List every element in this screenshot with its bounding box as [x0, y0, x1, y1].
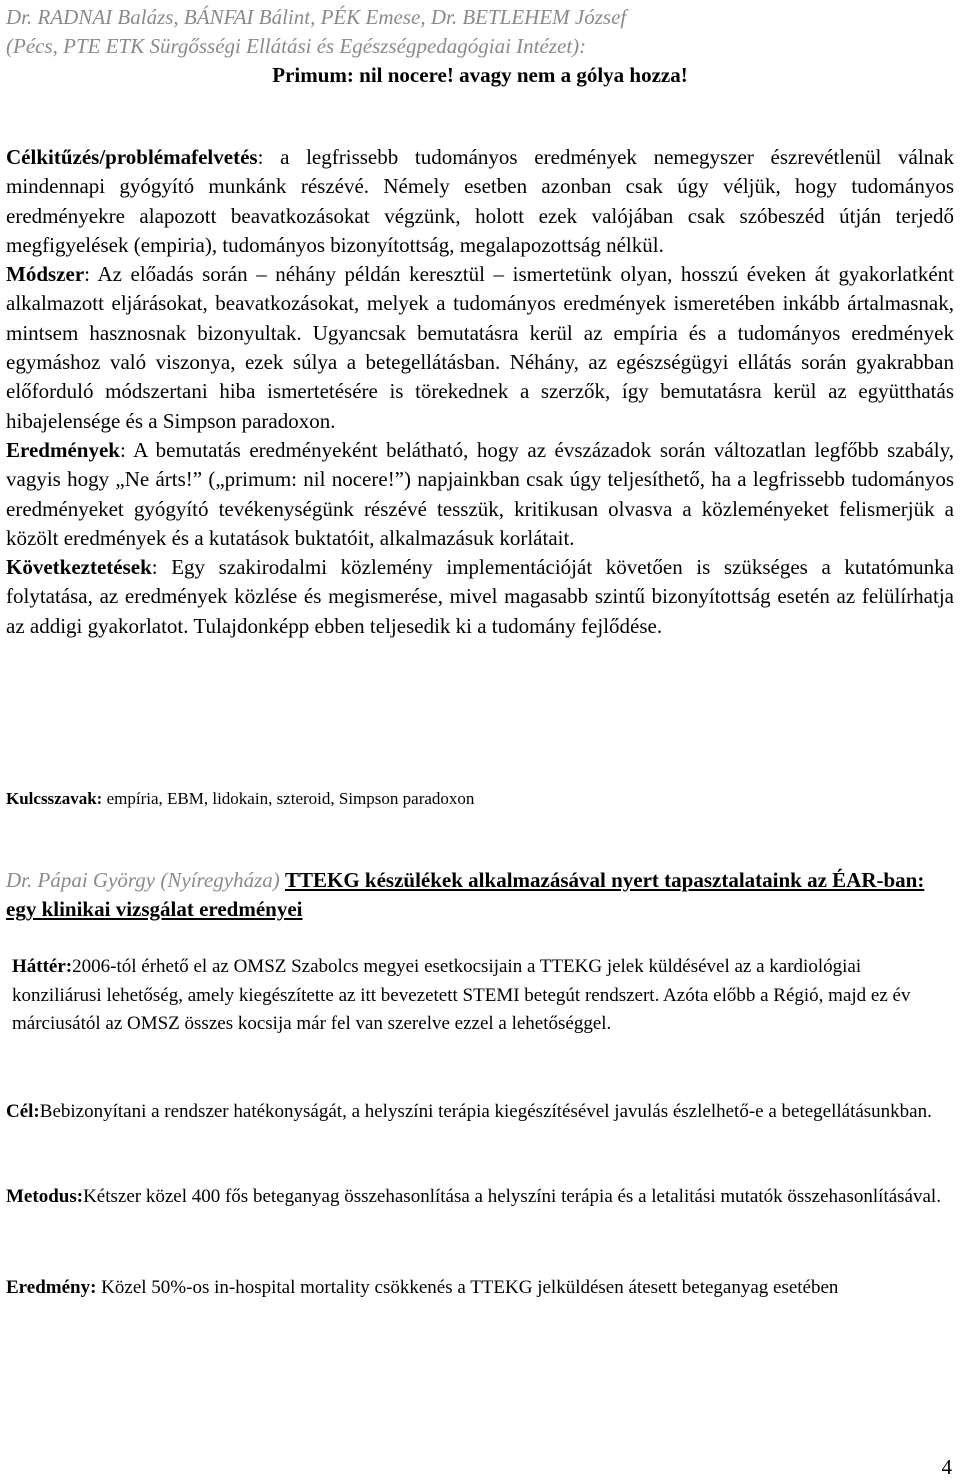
- method-label: Metodus:: [6, 1186, 84, 1207]
- section-label: Eredmények: [6, 437, 120, 462]
- article2-aim: [6, 1098, 954, 1127]
- aim-label: Cél:: [6, 1101, 40, 1122]
- article1-keywords: [6, 788, 954, 810]
- article1-header: [6, 3, 954, 90]
- background-text: 2006-tól érhető el az OMSZ Szabolcs megyei esetkocsijain a TTEKG jelek küldésével az a kardiológiai konziliárusi lehetőség, amely kiegészítette az itt bevezetett STEMI betegút rendszert. Azóta előbb a Régió, majd ez év márciusától az OMSZ összes kocsija már fel van szerelve ezzel a lehetőséggel.: [12, 956, 911, 1034]
- keywords-text: empíria, EBM, lidokain, szteroid, Simpson paradoxon: [102, 789, 475, 808]
- section-label: Célkitűzés/problémafelvetés: [6, 145, 258, 169]
- section-text: Az előadás során – néhány példán keresztül – ismertetünk olyan, hosszú éveken át gyakorlatként alkalmazott eljárásokat, beavatkozásokat, melyek a tudományos eredmények ismeretében inkább ártalmasnak, mintsem hasznosnak bizonyultak. Ugyancsak bemutatásra kerül az empíria és a tudományos eredmények egymáshoz való viszonya, ezek súlya a betegellátásban. Néhány, az egészségügyi ellátás során gyakrabban előforduló módszertani hiba ismertetésére is törekednek a szerzők, így bemutatásra kerül az együtthatás hibajelensége és a Simpson paradoxon.: [6, 262, 954, 433]
- result-label: Eredmény:: [6, 1277, 97, 1298]
- section-text: A bemutatás eredményeként belátható, hogy az évszázadok során változatlan legfőbb szabály, vagyis hogy „Ne árts!” („primum: nil nocere!”) napjainkban csak úgy teljesíthető, ha a legfrissebb tudományos eredményeket gyógyító tevékenységünk részévé tesszük, kritikusan olvasva a közleményeket felismerjük a közölt eredmények és a kutatások buktatóit, alkalmazásuk korlátait.: [6, 437, 954, 550]
- article2-method: [6, 1183, 954, 1212]
- section-method: Módszer: Az előadás során – néhány példán keresztül – ismertetünk olyan, hosszú éveken át gyakorlatként alkalmazott eljárásokat, beavatkozásokat, melyek a tudományos eredmények ismeretében inkább ártalmasnak, mintsem hasznosnak bizonyultak. Ugyancsak bemutatásra kerül az empíria és a tudományos eredmények egymáshoz való viszonya, ezek súlya a betegellátásban. Néhány, az egészségügyi ellátás során gyakrabban előforduló módszertani hiba ismertetésére is törekednek a szerzők, így bemutatásra kerül az együtthatás hibajelensége és a Simpson paradoxon.: [6, 262, 954, 433]
- section-text: a legfrissebb tudományos eredmények nemegyszer észrevétlenül válnak mindennapi gyógyító munkánk részévé. Némely esetben azonban csak úgy véljük, hogy tudományos eredményekre alapozott beavatkozásokat végzünk, holott ezek valójában csak szóbeszéd útján terjedő megfigyelések (empiria), tudományos bizonyítottság, megalapozottság nélkül.: [6, 145, 954, 257]
- article1-institution: (Pécs, PTE ETK Sürgősségi Ellátási és Egészségpedagógiai Intézet):: [6, 34, 587, 58]
- article2-authors: Dr. Pápai György (Nyíregyháza): [6, 868, 280, 892]
- section-label: Következtetések: [6, 555, 152, 580]
- article2-header: [6, 866, 954, 924]
- page-number: 4: [941, 1455, 952, 1479]
- article1-authors: Dr. RADNAI Balázs, BÁNFAI Bálint, PÉK Emese, Dr. BETLEHEM József: [6, 5, 627, 29]
- section-label: Módszer: [6, 262, 85, 287]
- aim-text: Bebizonyítani a rendszer hatékonyságát, a helyszíni terápia kiegészítésével javulás észlelhető-e a betegellátásunkban.: [39, 1101, 932, 1122]
- keywords-label: Kulcsszavak:: [6, 789, 103, 808]
- article2-result: [6, 1274, 954, 1303]
- method-text: Kétszer közel 400 fős beteganyag összehasonlítása a helyszíni terápia és a letalitási mutatók összehasonlításával.: [83, 1186, 941, 1207]
- article2-background: [6, 953, 954, 1039]
- section-objective: Célkitűzés/problémafelvetés: a legfrissebb tudományos eredmények nemegyszer észrevétlenül válnak mindennapi gyógyító munkánk részévé. Némely esetben azonban csak úgy véljük, hogy tudományos eredményekre alapozott beavatkozásokat végzünk, holott ezek valójában csak szóbeszéd útján terjedő megfigyelések (empiria), tudományos bizonyítottság, megalapozottság nélkül.: [6, 145, 954, 257]
- section-conclusions: Következtetések: Egy szakirodalmi közlemény implementációját követően is szükséges a kutatómunka folytatása, az eredmények közlése és megismerése, mivel magasabb szintű bizonyítottság esetén az felülírhatja az addigi gyakorlatot. Tulajdonképp ebben teljesedik ki a tudomány fejlődése.: [6, 555, 954, 638]
- section-results: Eredmények: A bemutatás eredményeként belátható, hogy az évszázadok során változatlan legfőbb szabály, vagyis hogy „Ne árts!” („primum: nil nocere!”) napjainkban csak úgy teljesíthető, ha a legfrissebb tudományos eredményeket gyógyító tevékenységünk részévé tesszük, kritikusan olvasva a közleményeket felismerjük a közölt eredmények és a kutatások buktatóit, alkalmazásuk korlátait.: [6, 437, 954, 550]
- article2-title: TTEKG készülékek alkalmazásával nyert tapasztalataink az ÉAR-ban: egy klinikai vizsgálat eredményei: [6, 868, 925, 921]
- background-label: Háttér:: [12, 956, 73, 977]
- article1-title: Primum: nil nocere! avagy nem a gólya hozza!: [272, 63, 688, 87]
- result-text: Közel 50%-os in-hospital mortality csökkenés a TTEKG jelküldésen átesett beteganyag esetében: [96, 1277, 839, 1298]
- article1-abstract: [6, 143, 954, 641]
- section-text: Egy szakirodalmi közlemény implementációját követően is szükséges a kutatómunka folytatása, az eredmények közlése és megismerése, mivel magasabb szintű bizonyítottság esetén az felülírhatja az addigi gyakorlatot. Tulajdonképp ebben teljesedik ki a tudomány fejlődése.: [6, 555, 954, 638]
